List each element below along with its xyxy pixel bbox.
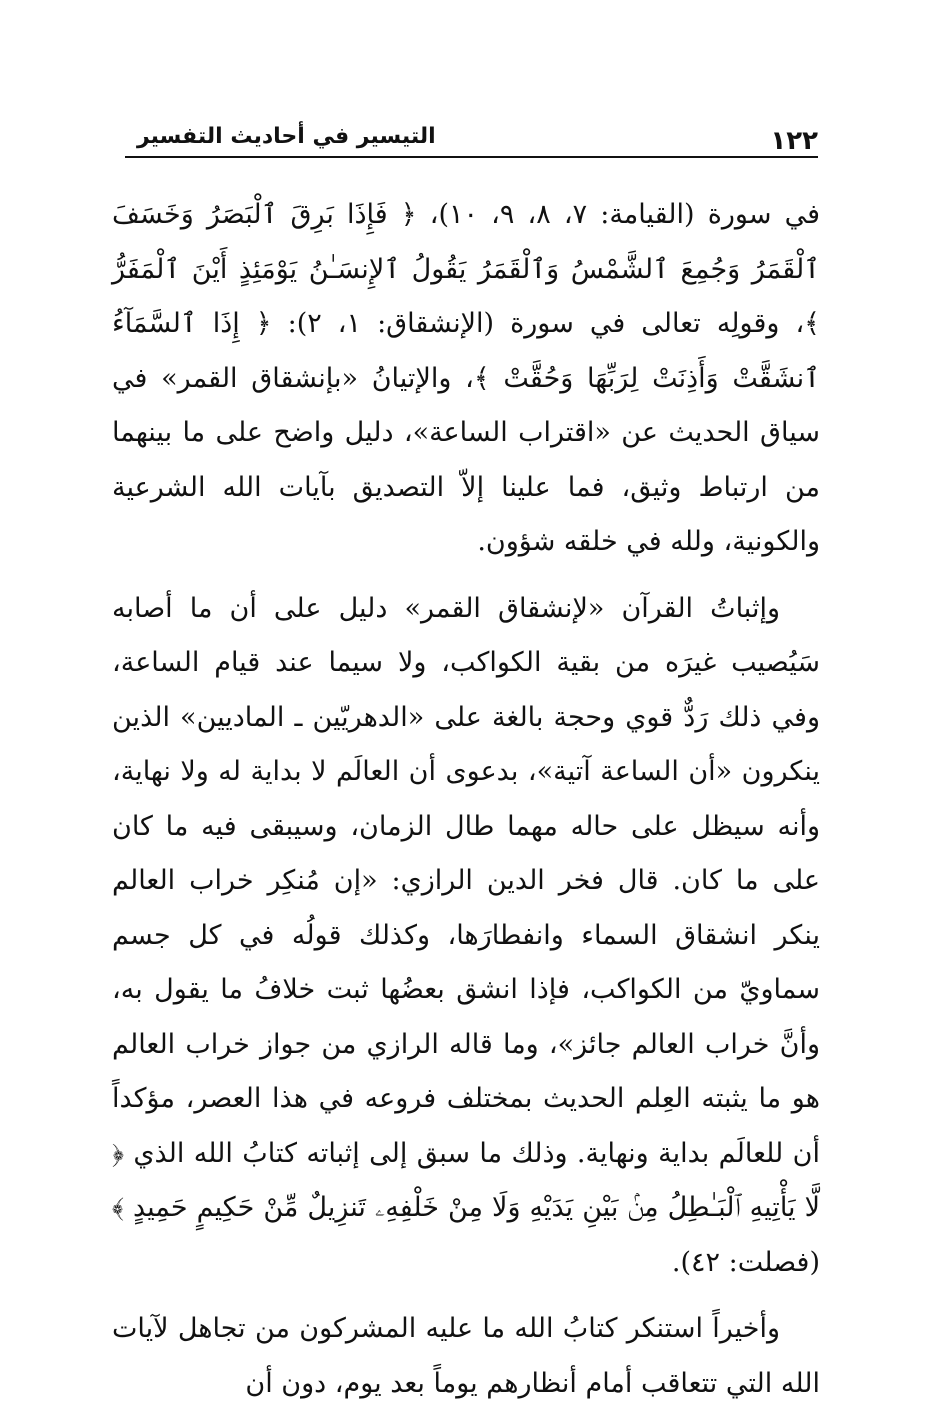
header-divider	[125, 156, 818, 158]
paragraph-2: وإثباتُ القرآن «لإنشقاق القمر» دليل على أن ما أصابه سَيُصيب غيرَه من بقية الكواكب، ولا سيما عند قيام الساعة، وفي ذلك رَدٌّ قوي وحجة بالغة على «الدهريّين ـ الماديين» الذين ينكرون «أن الساعة آتية»، بدعوى أن العالَم لا بداية له ولا نهاية، وأنه سيظل على حاله مهما طال الزمان، وسيبقى فيه ما كان على ما كان. قال فخر الدين الرازي: «إن مُنكِر خراب العالم ينكر انشقاق السماء وانفطارَها، وكذلك قولُه في كل جسم سماويّ من الكواكب، فإذا انشق بعضُها ثبت خلافُ ما يقول به، وأنَّ خراب العالم جائز»، وما قاله الرازي من جواز خراب العالم هو ما يثبته العِلم الحديث بمختلف فروعه في هذا العصر، مؤكداً أن للعالَم بداية ونهاية. وذلك ما سبق إلى إثباته كتابُ الله الذي ﴿ لَّا يَأْتِيهِ ٱلْبَـٰطِلُ مِنۢ بَيْنِ يَدَيْهِ وَلَا مِنْ خَلْفِهِۦ تَنزِيلٌ مِّنْ حَكِيمٍ حَمِيدٍ ﴾ (فصلت: ٤٢).	[112, 592, 820, 1278]
page-header	[125, 120, 818, 158]
page-number: ١٢٢	[770, 126, 818, 156]
paragraph-3: وأخيراً استنكر كتابُ الله ما عليه المشركون من تجاهل لآيات الله التي تتعاقب أمام أنظارهم يوماً بعد يوم، دون أن	[112, 1313, 820, 1399]
paragraph-1: في سورة (القيامة: ٧، ٨، ٩، ١٠)، ﴿ فَإِذَا بَرِقَ ٱلْبَصَرُ وَخَسَفَ ٱلْقَمَرُ وَجُمِعَ ٱلشَّمْسُ وَٱلْقَمَرُ يَقُولُ ٱلإِنسَـٰنُ يَوْمَئِذٍ أَيْنَ ٱلْمَفَرُّ ﴾، وقولِه تعالى في سورة (الإنشقاق: ١، ٢): ﴿ إِذَا ٱلسَّمَآءُ ٱنشَقَّتْ وَأَذِنَتْ لِرَبِّهَا وَحُقَّتْ ﴾، والإتيانُ «بإنشقاق القمر» في سياق الحديث عن «اقتراب الساعة»، دليل واضح على ما بينهما من ارتباط وثيق، فما علينا إلاّ التصديق بآيات الله الشرعية والكونية، ولله في خلقه شؤون.	[112, 199, 820, 557]
running-title: التيسير في أحاديث التفسير	[137, 124, 436, 149]
body-text	[112, 188, 820, 1411]
